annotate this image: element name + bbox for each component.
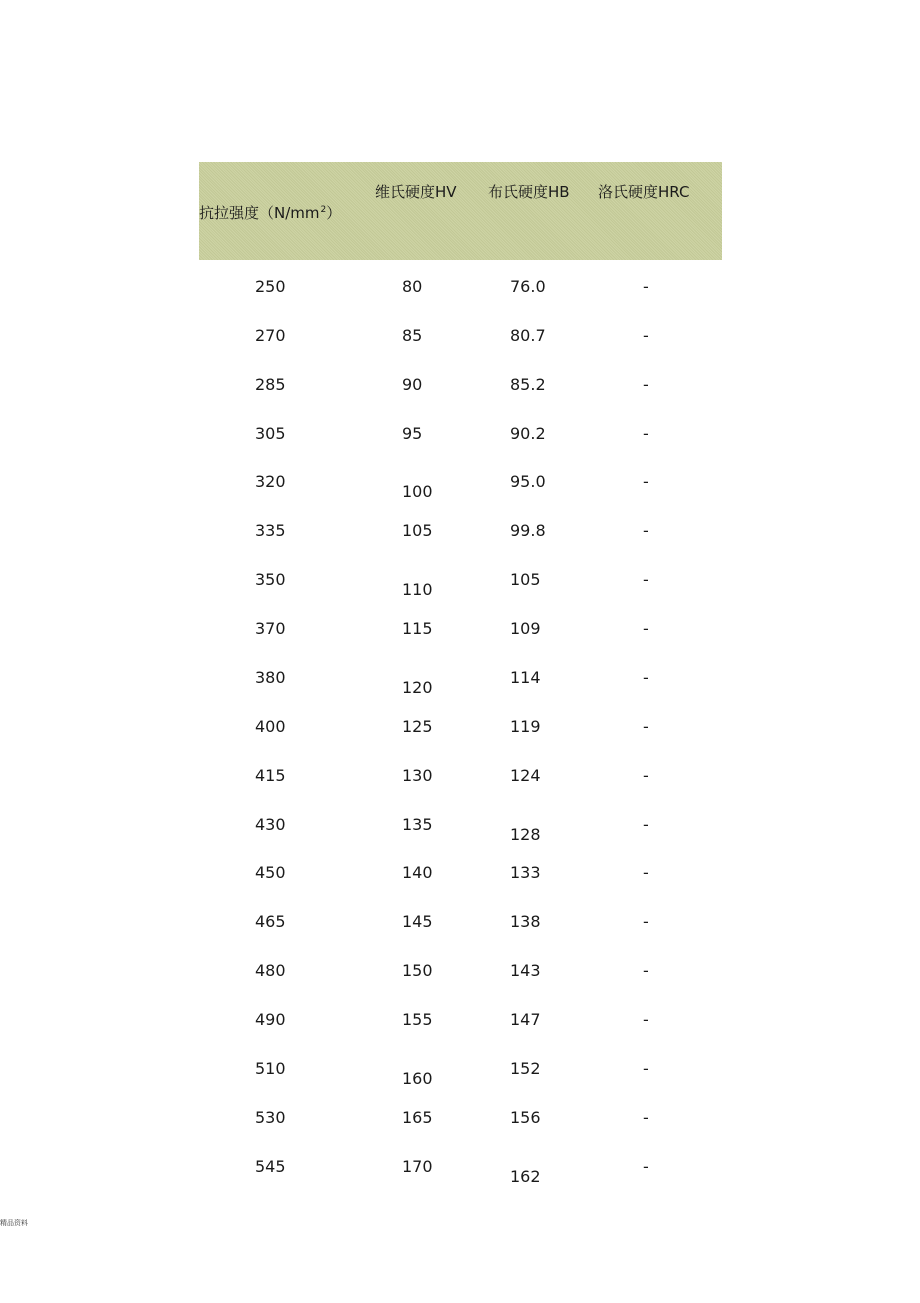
cell-brinell: 133: [510, 863, 541, 882]
cell-vickers: 155: [402, 1010, 433, 1029]
cell-rockwell: -: [643, 424, 649, 443]
cell-vickers: 135: [402, 815, 433, 834]
cell-vickers: 160: [402, 1069, 433, 1088]
cell-rockwell: -: [643, 815, 649, 834]
cell-brinell: 80.7: [510, 326, 546, 345]
cell-vickers: 125: [402, 717, 433, 736]
cell-tensile-strength: 335: [255, 521, 286, 540]
table-row: [0, 766, 920, 815]
table-row: [0, 472, 920, 521]
cell-vickers: 85: [402, 326, 423, 345]
footer-note: 精品资料: [0, 1219, 28, 1227]
cell-tensile-strength: 380: [255, 668, 286, 687]
cell-tensile-strength: 465: [255, 912, 286, 931]
cell-brinell: 152: [510, 1059, 541, 1078]
table-row: [0, 619, 920, 668]
header-tensile-strength-superscript: 2: [320, 205, 327, 215]
table-row: [0, 815, 920, 864]
cell-rockwell: -: [643, 326, 649, 345]
cell-tensile-strength: 530: [255, 1108, 286, 1127]
cell-tensile-strength: 370: [255, 619, 286, 638]
cell-tensile-strength: 490: [255, 1010, 286, 1029]
cell-brinell: 114: [510, 668, 541, 687]
cell-vickers: 100: [402, 482, 433, 501]
cell-brinell: 138: [510, 912, 541, 931]
cell-vickers: 90: [402, 375, 423, 394]
cell-brinell: 105: [510, 570, 541, 589]
cell-tensile-strength: 305: [255, 424, 286, 443]
cell-tensile-strength: 400: [255, 717, 286, 736]
cell-brinell: 119: [510, 717, 541, 736]
cell-vickers: 115: [402, 619, 433, 638]
cell-brinell: 156: [510, 1108, 541, 1127]
header-rockwell-hardness: 洛氏硬度HRC: [598, 183, 690, 201]
cell-brinell: 124: [510, 766, 541, 785]
table-row: [0, 863, 920, 912]
table-row: [0, 1108, 920, 1157]
cell-rockwell: -: [643, 1059, 649, 1078]
table-row: [0, 717, 920, 766]
cell-vickers: 140: [402, 863, 433, 882]
table-row: [0, 668, 920, 717]
table-row: [0, 961, 920, 1010]
cell-vickers: 165: [402, 1108, 433, 1127]
cell-tensile-strength: 250: [255, 277, 286, 296]
cell-brinell: 95.0: [510, 472, 546, 491]
cell-brinell: 128: [510, 825, 541, 844]
table-row: [0, 1059, 920, 1108]
cell-rockwell: -: [643, 619, 649, 638]
cell-rockwell: -: [643, 521, 649, 540]
table-row: [0, 570, 920, 619]
cell-vickers: 150: [402, 961, 433, 980]
cell-tensile-strength: 510: [255, 1059, 286, 1078]
cell-tensile-strength: 350: [255, 570, 286, 589]
cell-rockwell: -: [643, 570, 649, 589]
cell-vickers: 80: [402, 277, 423, 296]
cell-vickers: 110: [402, 580, 433, 599]
cell-rockwell: -: [643, 277, 649, 296]
cell-tensile-strength: 480: [255, 961, 286, 980]
table-row: [0, 521, 920, 570]
table-row: [0, 424, 920, 473]
cell-brinell: 109: [510, 619, 541, 638]
cell-rockwell: -: [643, 961, 649, 980]
table-row: [0, 277, 920, 326]
cell-tensile-strength: 320: [255, 472, 286, 491]
cell-rockwell: -: [643, 717, 649, 736]
cell-rockwell: -: [643, 1010, 649, 1029]
cell-rockwell: -: [643, 1108, 649, 1127]
cell-brinell: 147: [510, 1010, 541, 1029]
cell-rockwell: -: [643, 668, 649, 687]
cell-vickers: 130: [402, 766, 433, 785]
header-tensile-strength-text: 抗拉强度（N/mm: [199, 204, 320, 222]
cell-brinell: 85.2: [510, 375, 546, 394]
cell-rockwell: -: [643, 912, 649, 931]
table-row: [0, 1157, 920, 1206]
cell-brinell: 99.8: [510, 521, 546, 540]
cell-rockwell: -: [643, 766, 649, 785]
cell-rockwell: -: [643, 472, 649, 491]
table-row: [0, 1010, 920, 1059]
cell-tensile-strength: 285: [255, 375, 286, 394]
table-row: [0, 912, 920, 961]
cell-rockwell: -: [643, 863, 649, 882]
cell-tensile-strength: 415: [255, 766, 286, 785]
cell-tensile-strength: 450: [255, 863, 286, 882]
cell-tensile-strength: 430: [255, 815, 286, 834]
cell-vickers: 95: [402, 424, 423, 443]
header-vickers-hardness: 维氏硬度HV: [375, 183, 457, 201]
cell-rockwell: -: [643, 1157, 649, 1176]
cell-rockwell: -: [643, 375, 649, 394]
cell-vickers: 145: [402, 912, 433, 931]
table-row: [0, 375, 920, 424]
header-tensile-strength-close: ）: [326, 204, 342, 222]
header-brinell-hardness: 布氏硬度HB: [488, 183, 570, 201]
cell-tensile-strength: 270: [255, 326, 286, 345]
table-row: [0, 326, 920, 375]
cell-brinell: 90.2: [510, 424, 546, 443]
cell-brinell: 76.0: [510, 277, 546, 296]
cell-brinell: 143: [510, 961, 541, 980]
cell-tensile-strength: 545: [255, 1157, 286, 1176]
cell-vickers: 170: [402, 1157, 433, 1176]
cell-brinell: 162: [510, 1167, 541, 1186]
cell-vickers: 105: [402, 521, 433, 540]
cell-vickers: 120: [402, 678, 433, 697]
